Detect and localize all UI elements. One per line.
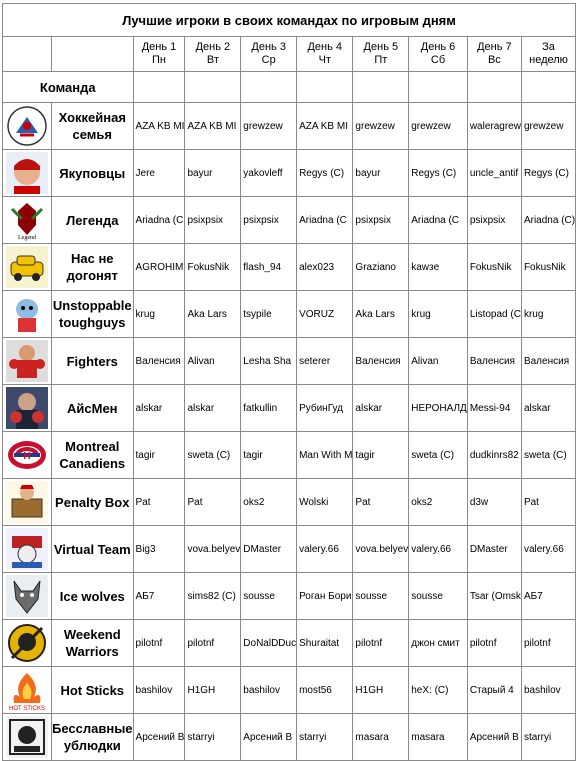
day-header-line1: День 6 <box>420 41 456 53</box>
day-header-row <box>3 37 576 72</box>
empty-cell <box>409 72 468 103</box>
empty-cell <box>467 72 521 103</box>
player-cell: oks2 <box>241 479 297 526</box>
day-header-line2: неделю <box>529 54 568 66</box>
cartoon-mascot-logo-icon <box>6 293 48 335</box>
svg-text:H: H <box>23 451 31 462</box>
player-cell: Валенсия <box>521 338 575 385</box>
player-cell: masara <box>409 714 468 761</box>
leaders-table <box>2 3 576 761</box>
player-cell: d3w <box>467 479 521 526</box>
team-logo-cell <box>3 573 52 620</box>
player-cell: VORUZ <box>297 291 353 338</box>
team-name: Легенда <box>52 197 134 244</box>
table-row <box>3 667 576 714</box>
player-cell: valery.66 <box>521 526 575 573</box>
wolf-logo-icon <box>6 575 48 617</box>
player-cell: flash_94 <box>241 244 297 291</box>
day-header-line1: День 7 <box>477 41 512 53</box>
player-cell: psixpsix <box>241 197 297 244</box>
player-cell: Alivan <box>409 338 468 385</box>
day-header-line1: День 2 <box>195 41 231 53</box>
player-cell: waleragrew <box>467 103 521 150</box>
day-header-line2: Вс <box>487 54 501 66</box>
player-cell: psixpsix <box>353 197 409 244</box>
player-cell: sousse <box>353 573 409 620</box>
table-row <box>3 244 576 291</box>
player-cell: starryi <box>297 714 353 761</box>
player-cell: yakovleff <box>241 150 297 197</box>
player-cell: alskar <box>353 385 409 432</box>
player-cell: pilotnf <box>133 620 185 667</box>
empty-cell <box>241 72 297 103</box>
player-cell: pilotnf <box>185 620 241 667</box>
day-header-line2: Пт <box>374 54 388 66</box>
empty-cell <box>521 72 575 103</box>
player-cell: Pat <box>353 479 409 526</box>
player-cell: dudkinrs82 <box>467 432 521 479</box>
team-logo-cell <box>3 479 52 526</box>
player-cell: psixpsix <box>185 197 241 244</box>
day-header-line1: День 3 <box>251 41 286 53</box>
player-cell: fatkullin <box>241 385 297 432</box>
player-cell: alskar <box>521 385 575 432</box>
player-cell: bashilov <box>133 667 185 714</box>
player-cell: НЕРОНАЛД <box>409 385 468 432</box>
day-header-line1: День 4 <box>307 41 343 53</box>
player-cell: Messi-94 <box>467 385 521 432</box>
player-cell: grewzew <box>409 103 468 150</box>
player-cell: valery.66 <box>297 526 353 573</box>
player-cell: FokusNik <box>185 244 241 291</box>
player-cell: Alivan <box>185 338 241 385</box>
player-cell: AZA KB MI <box>297 103 353 150</box>
day-header-8 <box>521 37 575 72</box>
player-cell: sousse <box>409 573 468 620</box>
day-header-7 <box>467 37 521 72</box>
iceman-logo-icon <box>6 387 48 429</box>
player-cell: Ariadna (C) <box>521 197 575 244</box>
player-cell: Pat <box>133 479 185 526</box>
player-cell: bashilov <box>241 667 297 714</box>
team-name: Hot Sticks <box>52 667 134 714</box>
player-cell: alskar <box>133 385 185 432</box>
player-cell: krug <box>521 291 575 338</box>
player-cell: pilotnf <box>521 620 575 667</box>
table-row <box>3 714 576 761</box>
team-name: Virtual Team <box>52 526 134 573</box>
day-header-line2: Пн <box>152 54 166 66</box>
canadiens-logo-icon <box>6 434 48 476</box>
table-row <box>3 291 576 338</box>
player-cell: bayur <box>185 150 241 197</box>
team-name: Хоккейная семья <box>52 103 134 150</box>
legend-emblem-logo-icon <box>6 199 48 241</box>
player-cell: джон смит <box>409 620 468 667</box>
player-cell: bashilov <box>521 667 575 714</box>
blank-header-cell <box>52 37 134 72</box>
svg-text:Legend: Legend <box>18 235 36 241</box>
player-cell: bayur <box>353 150 409 197</box>
player-cell: Арсений В <box>133 714 185 761</box>
player-cell: АБ7 <box>133 573 185 620</box>
player-cell: Listopad (C <box>467 291 521 338</box>
player-cell: grewzew <box>521 103 575 150</box>
player-cell: sims82 (C) <box>185 573 241 620</box>
player-cell: krug <box>133 291 185 338</box>
player-cell: masara <box>353 714 409 761</box>
player-cell: Lesha Sha <box>241 338 297 385</box>
team-logo-cell <box>3 291 52 338</box>
player-cell: alex023 <box>297 244 353 291</box>
table-row <box>3 479 576 526</box>
day-header-6 <box>409 37 468 72</box>
player-cell: AZA KB MI <box>185 103 241 150</box>
player-cell: FokusNik <box>467 244 521 291</box>
player-cell: AGROHIM <box>133 244 185 291</box>
player-cell: Regys (C) <box>297 150 353 197</box>
player-cell: Pat <box>185 479 241 526</box>
player-cell: РубинГуд <box>297 385 353 432</box>
team-logo-cell <box>3 714 52 761</box>
player-cell: pilotnf <box>353 620 409 667</box>
team-logo-cell <box>3 244 52 291</box>
player-cell: grewzew <box>353 103 409 150</box>
empty-cell <box>297 72 353 103</box>
team-logo-cell <box>3 620 52 667</box>
blank-header-cell <box>3 37 52 72</box>
player-cell: АБ7 <box>521 573 575 620</box>
player-cell: Арсений В <box>241 714 297 761</box>
table-row <box>3 197 576 244</box>
basterds-logo-icon <box>6 716 48 758</box>
player-cell: pilotnf <box>467 620 521 667</box>
player-cell: Ariadna (C <box>297 197 353 244</box>
table-row <box>3 338 576 385</box>
player-cell: Валенсия <box>467 338 521 385</box>
player-cell: alskar <box>185 385 241 432</box>
yellow-car-logo-icon <box>6 246 48 288</box>
team-logo-cell <box>3 197 52 244</box>
player-cell: Man With M <box>297 432 353 479</box>
day-header-line2: Вт <box>206 54 219 66</box>
player-cell: vova.belyev <box>353 526 409 573</box>
table-row <box>3 150 576 197</box>
player-cell: H1GH <box>185 667 241 714</box>
svg-text:HOT STICKS: HOT STICKS <box>9 706 45 712</box>
player-cell: Роган Бори <box>297 573 353 620</box>
player-cell: kawзe <box>409 244 468 291</box>
player-cell: sweta (C) <box>185 432 241 479</box>
player-cell: sousse <box>241 573 297 620</box>
empty-cell <box>353 72 409 103</box>
player-cell: sweta (C) <box>521 432 575 479</box>
day-header-line1: День 5 <box>363 41 399 53</box>
team-logo-cell <box>3 526 52 573</box>
empty-cell <box>133 72 185 103</box>
player-cell: Aka Lars <box>353 291 409 338</box>
table-row <box>3 526 576 573</box>
player-cell: Валенсия <box>353 338 409 385</box>
virtual-team-logo-icon <box>6 528 48 570</box>
team-logo-cell <box>3 385 52 432</box>
player-cell: tagir <box>241 432 297 479</box>
player-cell: Tsar (Omsk <box>467 573 521 620</box>
team-name: Fighters <box>52 338 134 385</box>
player-cell: Старый 4 <box>467 667 521 714</box>
player-cell: Jere <box>133 150 185 197</box>
player-cell: Aka Lars <box>185 291 241 338</box>
penalty-box-logo-icon <box>6 481 48 523</box>
table-row <box>3 432 576 479</box>
player-cell: grewzew <box>241 103 297 150</box>
team-name: Ice wolves <box>52 573 134 620</box>
team-name: Якуповцы <box>52 150 134 197</box>
player-cell: DoNalDDuc <box>241 620 297 667</box>
table-row <box>3 103 576 150</box>
table-row <box>3 620 576 667</box>
player-cell: Shuraitat <box>297 620 353 667</box>
team-header-row <box>3 72 576 103</box>
day-header-3 <box>241 37 297 72</box>
team-logo-cell <box>3 338 52 385</box>
team-name: Unstoppable toughguys <box>52 291 134 338</box>
hot-sticks-logo-icon <box>6 669 48 711</box>
empty-cell <box>185 72 241 103</box>
player-cell: tagir <box>353 432 409 479</box>
player-cell: starryi <box>521 714 575 761</box>
day-header-line2: Сб <box>430 54 446 66</box>
team-logo-cell <box>3 667 52 714</box>
player-cell: FokusNik <box>521 244 575 291</box>
day-header-4 <box>297 37 353 72</box>
day-header-line1: За <box>542 41 555 53</box>
player-cell: heX: (C) <box>409 667 468 714</box>
day-header-2 <box>185 37 241 72</box>
table-title: Лучшие игроки в своих командах по игровым дням <box>3 4 576 37</box>
player-cell: Big3 <box>133 526 185 573</box>
player-cell: Валенсия <box>133 338 185 385</box>
player-cell: Regys (C) <box>409 150 468 197</box>
day-header-line2: Чт <box>318 54 331 66</box>
player-cell: Pat <box>521 479 575 526</box>
player-cell: seterer <box>297 338 353 385</box>
team-name: Montreal Canadiens <box>52 432 134 479</box>
team-name: АйсМен <box>52 385 134 432</box>
team-name: Нас не догонят <box>52 244 134 291</box>
day-header-1 <box>133 37 185 72</box>
player-cell: Арсений В <box>467 714 521 761</box>
family-hockey-logo-icon <box>6 105 48 147</box>
player-cell: vova.belyev <box>185 526 241 573</box>
player-cell: uncle_antif <box>467 150 521 197</box>
player-cell: Regys (C) <box>521 150 575 197</box>
player-cell: H1GH <box>353 667 409 714</box>
team-logo-cell <box>3 150 52 197</box>
player-face-logo-icon <box>6 152 48 194</box>
player-cell: most56 <box>297 667 353 714</box>
team-column-header: Команда <box>3 72 134 103</box>
player-cell: DMaster <box>241 526 297 573</box>
team-name: Penalty Box <box>52 479 134 526</box>
day-header-line2: Ср <box>261 54 276 66</box>
player-cell: sweta (C) <box>409 432 468 479</box>
player-cell: oks2 <box>409 479 468 526</box>
day-header-line1: День 1 <box>141 41 177 53</box>
player-cell: valery.66 <box>409 526 468 573</box>
team-logo-cell <box>3 103 52 150</box>
player-cell: tagir <box>133 432 185 479</box>
player-cell: krug <box>409 291 468 338</box>
table-row <box>3 573 576 620</box>
warriors-logo-icon <box>6 622 48 664</box>
day-header-5 <box>353 37 409 72</box>
team-name: Бесславные ублюдки <box>52 714 134 761</box>
fighter-logo-icon <box>6 340 48 382</box>
team-name: Weekend Warriors <box>52 620 134 667</box>
table-row <box>3 385 576 432</box>
player-cell: psixpsix <box>467 197 521 244</box>
player-cell: Graziano <box>353 244 409 291</box>
player-cell: AZA KB MI <box>133 103 185 150</box>
player-cell: Wolski <box>297 479 353 526</box>
player-cell: Ariadna (C <box>409 197 468 244</box>
player-cell: tsypile <box>241 291 297 338</box>
team-logo-cell <box>3 432 52 479</box>
player-cell: DMaster <box>467 526 521 573</box>
player-cell: Ariadna (C <box>133 197 185 244</box>
player-cell: starryi <box>185 714 241 761</box>
